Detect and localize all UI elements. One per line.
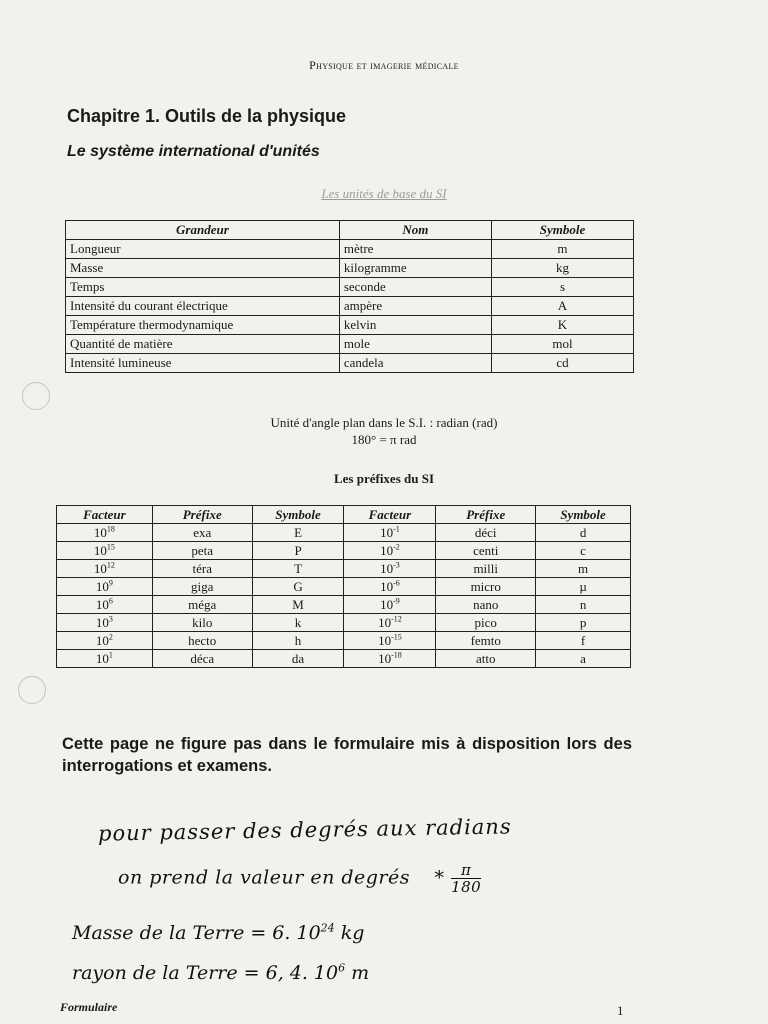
factor-exponent: -1 bbox=[393, 524, 400, 534]
factor-exponent: 2 bbox=[108, 632, 113, 642]
factor-base: 10 bbox=[95, 651, 109, 666]
table-cell: A bbox=[491, 297, 633, 316]
unit: kg bbox=[340, 922, 365, 944]
table-row bbox=[66, 240, 634, 259]
table-cell: da bbox=[252, 650, 344, 668]
table-cell: k bbox=[252, 614, 344, 632]
table-cell: Temps bbox=[66, 278, 340, 297]
table-row bbox=[66, 278, 634, 297]
table-cell: atto bbox=[436, 650, 536, 668]
factor-base: 10 bbox=[380, 579, 394, 594]
table-cell: m bbox=[491, 240, 633, 259]
table-cell: Intensité du courant électrique bbox=[66, 297, 340, 316]
table-cell: Température thermodynamique bbox=[66, 316, 340, 335]
table-cell: kg bbox=[491, 259, 633, 278]
column-header: Symbole bbox=[252, 506, 344, 524]
table-cell: giga bbox=[152, 578, 252, 596]
table-row bbox=[57, 524, 631, 542]
table-cell: kilo bbox=[152, 614, 252, 632]
table-header-row bbox=[57, 506, 631, 524]
table-cell: m bbox=[536, 560, 631, 578]
factor-exponent: -6 bbox=[393, 578, 400, 588]
factor-exponent: 12 bbox=[106, 560, 115, 570]
table-cell: cd bbox=[491, 354, 633, 373]
angle-unit-line: Unité d'angle plan dans le S.I. : radian (rad) bbox=[270, 415, 498, 430]
factor-cell bbox=[344, 596, 436, 614]
handwritten-note-line4 bbox=[72, 962, 369, 984]
factor-cell bbox=[57, 596, 153, 614]
table-cell: méga bbox=[152, 596, 252, 614]
table-header-row bbox=[66, 221, 634, 240]
table-cell: d bbox=[536, 524, 631, 542]
table-row bbox=[57, 542, 631, 560]
table-row bbox=[57, 650, 631, 668]
factor-exponent: 15 bbox=[106, 542, 115, 552]
table-cell: h bbox=[252, 632, 344, 650]
table-row bbox=[57, 632, 631, 650]
angle-conversion-line: 180° = π rad bbox=[351, 432, 417, 447]
table-cell: c bbox=[536, 542, 631, 560]
factor-exponent: -3 bbox=[393, 560, 400, 570]
factor-base: 10 bbox=[378, 651, 392, 666]
exam-notice: Cette page ne figure pas dans le formulaire mis à disposition lors des interrogations et examens. bbox=[62, 735, 632, 775]
column-header: Facteur bbox=[344, 506, 436, 524]
table-row bbox=[57, 596, 631, 614]
factor-cell bbox=[344, 524, 436, 542]
running-header: Physique et imagerie médicale bbox=[309, 58, 459, 72]
factor-cell bbox=[57, 614, 153, 632]
table-cell: p bbox=[536, 614, 631, 632]
table-row bbox=[57, 578, 631, 596]
handwritten-text: on prend la valeur en degrés bbox=[118, 866, 410, 889]
table-cell: M bbox=[252, 596, 344, 614]
column-header: Facteur bbox=[57, 506, 153, 524]
angle-unit-note bbox=[0, 414, 768, 448]
factor-exponent: 9 bbox=[108, 578, 113, 588]
table-row bbox=[57, 614, 631, 632]
factor-cell bbox=[344, 578, 436, 596]
table-cell: candela bbox=[339, 354, 491, 373]
table-cell: mol bbox=[491, 335, 633, 354]
si-base-units-table bbox=[65, 220, 634, 373]
si-prefixes-table bbox=[56, 505, 631, 668]
factor-cell bbox=[57, 524, 153, 542]
table-row bbox=[66, 259, 634, 278]
factor-base: 10 bbox=[93, 543, 107, 558]
table-cell: exa bbox=[152, 524, 252, 542]
factor-cell bbox=[344, 542, 436, 560]
factor-base: 10 bbox=[95, 633, 109, 648]
table-row bbox=[66, 335, 634, 354]
section-title: Le système international d'unités bbox=[67, 143, 320, 160]
factor-exponent: -15 bbox=[391, 632, 402, 642]
table-cell: Intensité lumineuse bbox=[66, 354, 340, 373]
chapter-title: Chapitre 1. Outils de la physique bbox=[67, 106, 347, 126]
handwritten-text: Masse de la Terre = 6. 10 bbox=[72, 922, 321, 944]
table-cell: T bbox=[252, 560, 344, 578]
table-cell: milli bbox=[436, 560, 536, 578]
table-cell: peta bbox=[152, 542, 252, 560]
table-row bbox=[66, 316, 634, 335]
table2-caption: Les préfixes du SI bbox=[333, 471, 435, 486]
factor-exponent: 3 bbox=[108, 614, 113, 624]
handwritten-text: rayon de la Terre = 6, 4. 10 bbox=[72, 962, 339, 984]
handwritten-note-line1: pour passer des degrés aux radians bbox=[97, 814, 512, 846]
factor-cell bbox=[57, 560, 153, 578]
fraction-numerator: π bbox=[460, 861, 472, 879]
table-cell: déca bbox=[152, 650, 252, 668]
handwritten-note-line2 bbox=[118, 862, 481, 895]
factor-base: 10 bbox=[95, 597, 109, 612]
table-cell: pico bbox=[436, 614, 536, 632]
factor-exponent: 6 bbox=[108, 596, 113, 606]
table-cell: f bbox=[536, 632, 631, 650]
factor-cell bbox=[57, 632, 153, 650]
exponent: 24 bbox=[320, 921, 335, 935]
factor-exponent: -9 bbox=[393, 596, 400, 606]
table-cell: K bbox=[491, 316, 633, 335]
factor-cell bbox=[344, 632, 436, 650]
table-cell: nano bbox=[436, 596, 536, 614]
column-header: Préfixe bbox=[436, 506, 536, 524]
factor-base: 10 bbox=[378, 615, 392, 630]
binder-hole bbox=[22, 382, 50, 410]
factor-cell bbox=[57, 542, 153, 560]
factor-base: 10 bbox=[95, 579, 109, 594]
factor-cell bbox=[344, 650, 436, 668]
footer-label: Formulaire bbox=[60, 1000, 118, 1014]
exponent: 6 bbox=[338, 961, 346, 975]
table-row bbox=[66, 354, 634, 373]
table-cell: ampère bbox=[339, 297, 491, 316]
table-cell: s bbox=[491, 278, 633, 297]
fraction-denominator: 180 bbox=[451, 878, 482, 896]
factor-base: 10 bbox=[93, 561, 107, 576]
table-cell: µ bbox=[536, 578, 631, 596]
table1-caption: Les unités de base du SI bbox=[321, 186, 447, 201]
factor-base: 10 bbox=[380, 597, 394, 612]
factor-base: 10 bbox=[93, 525, 107, 540]
table-cell: mètre bbox=[339, 240, 491, 259]
page-number: 1 bbox=[617, 1003, 624, 1018]
factor-cell bbox=[57, 578, 153, 596]
table-cell: déci bbox=[436, 524, 536, 542]
table-cell: n bbox=[536, 596, 631, 614]
factor-exponent: 18 bbox=[106, 524, 115, 534]
factor-base: 10 bbox=[380, 543, 394, 558]
table-cell: mole bbox=[339, 335, 491, 354]
factor-exponent: -2 bbox=[393, 542, 400, 552]
table-row bbox=[57, 560, 631, 578]
table-cell: Longueur bbox=[66, 240, 340, 259]
unit: m bbox=[351, 962, 370, 984]
table-cell: hecto bbox=[152, 632, 252, 650]
factor-exponent: -18 bbox=[391, 650, 402, 660]
column-header: Grandeur bbox=[66, 221, 340, 240]
table-cell: kilogramme bbox=[339, 259, 491, 278]
factor-exponent: 1 bbox=[108, 650, 113, 660]
table-cell: femto bbox=[436, 632, 536, 650]
table-cell: a bbox=[536, 650, 631, 668]
factor-cell bbox=[57, 650, 153, 668]
factor-base: 10 bbox=[380, 561, 394, 576]
table-cell: G bbox=[252, 578, 344, 596]
table-cell: P bbox=[252, 542, 344, 560]
factor-cell bbox=[344, 614, 436, 632]
column-header: Nom bbox=[339, 221, 491, 240]
multiply-sign: * bbox=[434, 866, 445, 889]
factor-cell bbox=[344, 560, 436, 578]
handwritten-note-line3 bbox=[72, 922, 364, 944]
table-cell: téra bbox=[152, 560, 252, 578]
column-header: Symbole bbox=[536, 506, 631, 524]
column-header: Symbole bbox=[491, 221, 633, 240]
factor-base: 10 bbox=[380, 525, 394, 540]
table-cell: Masse bbox=[66, 259, 340, 278]
pi-over-180-fraction bbox=[451, 862, 481, 895]
factor-base: 10 bbox=[95, 615, 109, 630]
table-cell: micro bbox=[436, 578, 536, 596]
table-row bbox=[66, 297, 634, 316]
table-cell: centi bbox=[436, 542, 536, 560]
factor-exponent: -12 bbox=[391, 614, 402, 624]
binder-hole bbox=[18, 676, 46, 704]
table-cell: E bbox=[252, 524, 344, 542]
factor-base: 10 bbox=[378, 633, 392, 648]
table-cell: kelvin bbox=[339, 316, 491, 335]
table-cell: seconde bbox=[339, 278, 491, 297]
column-header: Préfixe bbox=[152, 506, 252, 524]
table-cell: Quantité de matière bbox=[66, 335, 340, 354]
